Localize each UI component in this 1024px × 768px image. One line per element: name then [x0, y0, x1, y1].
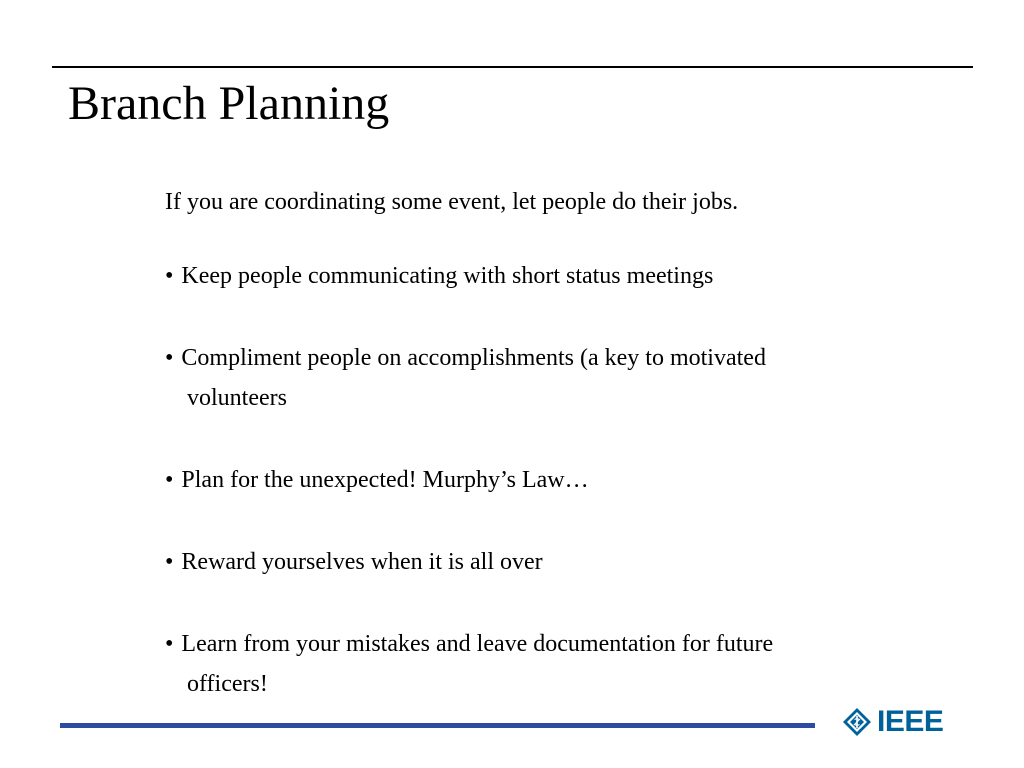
ieee-logo-text: IEEE: [877, 705, 944, 738]
bullet-text-continuation: officers!: [187, 671, 268, 697]
title-rule: [52, 66, 973, 68]
bullet-item: [165, 624, 905, 704]
bullet-item: [165, 256, 905, 296]
bullet-text: Learn from your mistakes and leave documentation for future: [181, 631, 774, 657]
bullet-mark: •: [165, 263, 174, 289]
bullet-mark: •: [165, 549, 174, 575]
bullet-text: Compliment people on accomplishments (a key to motivated: [181, 345, 766, 371]
slide-body: [165, 186, 905, 746]
slide-title: Branch Planning: [68, 77, 390, 130]
bullet-text: Reward yourselves when it is all over: [181, 549, 543, 575]
bullet-item: [165, 460, 905, 500]
bullet-text-continuation: volunteers: [187, 385, 287, 411]
bullet-mark: •: [165, 345, 174, 371]
bullet-mark: •: [165, 631, 174, 657]
intro-text: If you are coordinating some event, let people do their jobs.: [165, 189, 739, 215]
bullet-text: Keep people communicating with short status meetings: [181, 263, 714, 289]
ieee-logo: [842, 704, 943, 740]
ieee-diamond-icon: [842, 707, 872, 737]
bullet-mark: •: [165, 467, 174, 493]
bullet-item: [165, 542, 905, 582]
bullet-text: Plan for the unexpected! Murphy’s Law…: [181, 467, 589, 493]
bullet-item: [165, 338, 905, 418]
footer-rule: [60, 723, 815, 728]
